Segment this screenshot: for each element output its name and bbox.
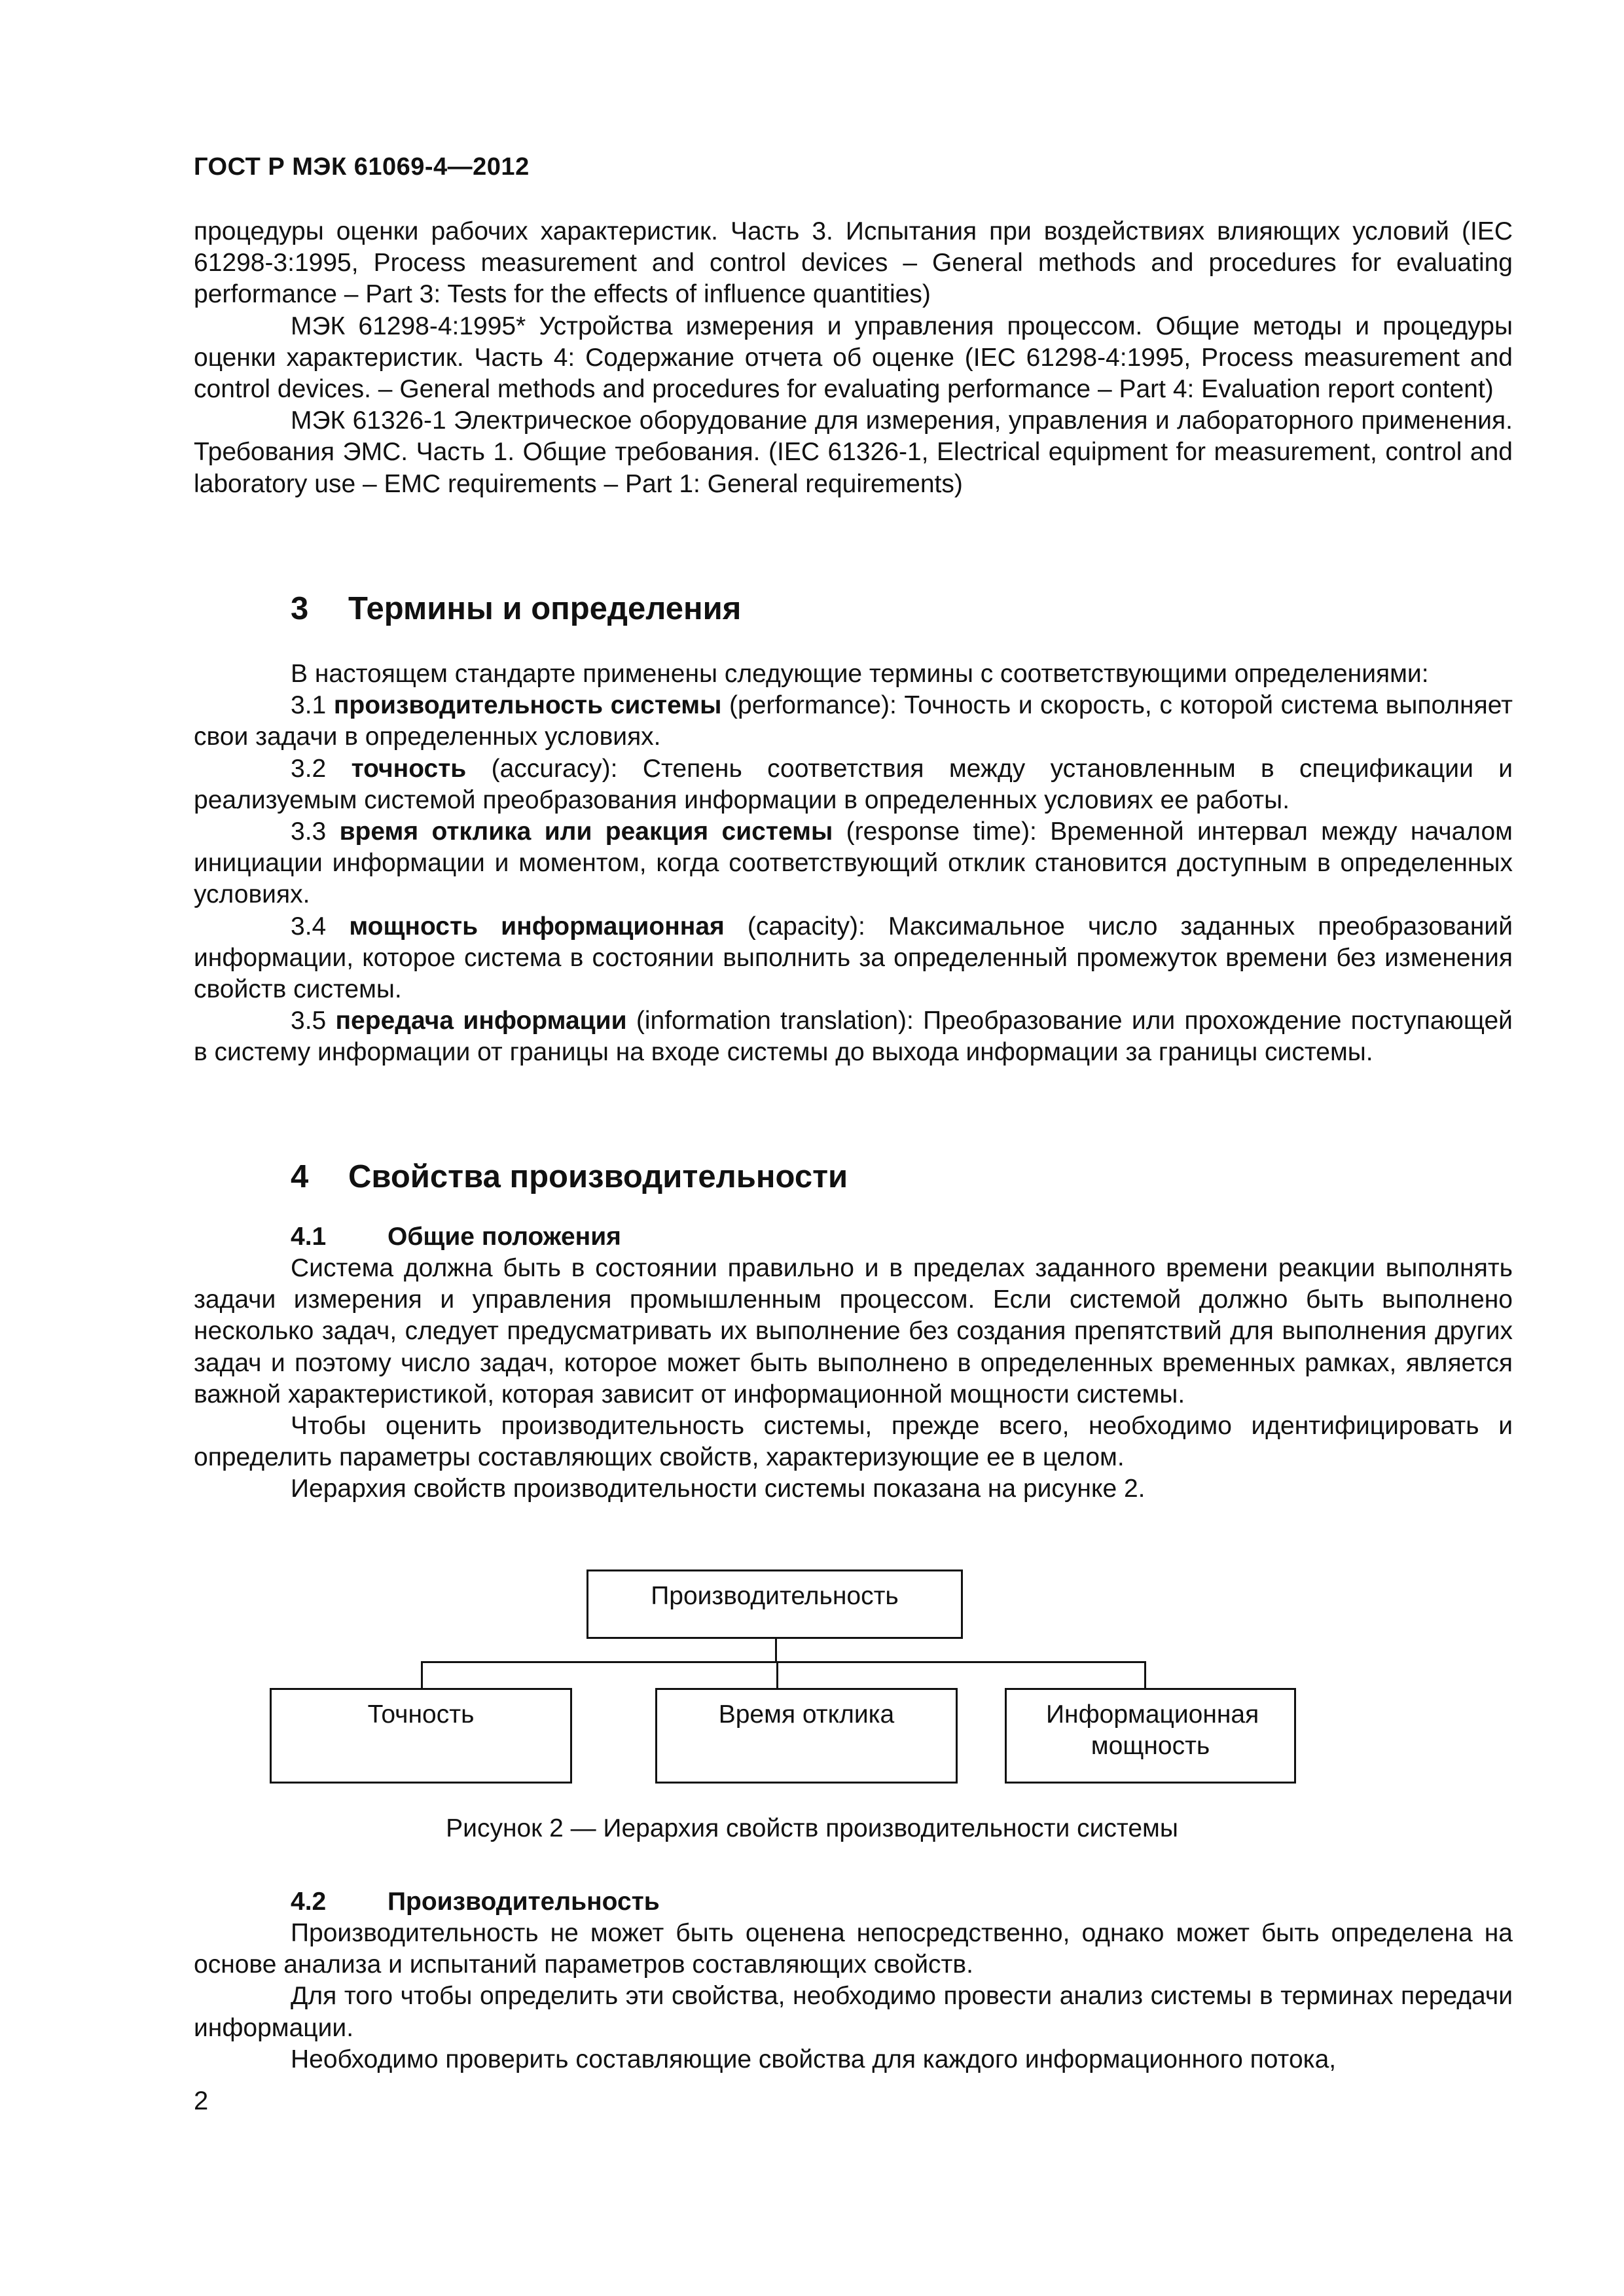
subsection-4-2-body <box>194 1918 1513 2075</box>
reference-paragraph: МЭК 61326-1 Электрическое оборудование для измерения, управления и лабораторного применения. Требования ЭМС. Часть 1. Общие требования. (IEC 61326-1, Electrical equipment for measurement, control and laboratory use – EMC requirements – Part 1: General requirements) <box>194 406 1513 498</box>
subsection-4-1-heading <box>291 1221 621 1253</box>
subsection-title: Производительность <box>388 1888 660 1916</box>
document-header: ГОСТ Р МЭК 61069-4—2012 <box>194 153 530 181</box>
body-paragraph: Для того чтобы определить эти свойства, необходимо провести анализ системы в терминах передачи информации. <box>194 1982 1513 2042</box>
diagram-connector <box>776 1661 778 1689</box>
references-block <box>194 216 1513 500</box>
term-number: 3.5 <box>291 1007 327 1035</box>
body-paragraph: Чтобы оценить производительность системы, прежде всего, необходимо идентифицировать и определить параметры составляющих свойств, характеризующие ее в целом. <box>194 1412 1513 1472</box>
section-title: Свойства производительности <box>348 1159 848 1194</box>
term-definition <box>194 1005 1513 1068</box>
reference-paragraph: процедуры оценки рабочих характеристик. Часть 3. Испытания при воздействиях влияющих условий (IEC 61298-3:1995, Process measurement and control devices – General methods and procedures for evaluating performance – Part 3: Tests for the effects of influence quantities) <box>194 217 1513 309</box>
page-number: 2 <box>194 2087 209 2115</box>
term-name: передача информации <box>335 1007 627 1035</box>
diagram-connector <box>1144 1661 1146 1689</box>
term-number: 3.3 <box>291 817 327 846</box>
section-intro: В настоящем стандарте применены следующие термины с соответствующими определениями: <box>291 660 1429 688</box>
term-name: мощность информационная <box>349 912 725 941</box>
section-4-heading <box>291 1157 848 1196</box>
diagram-box-response-time: Время отклика <box>655 1688 958 1784</box>
term-definition <box>194 753 1513 816</box>
diagram-connector <box>421 1661 1146 1663</box>
diagram-box-performance: Производительность <box>586 1570 963 1639</box>
term-text: (information translation): Преобразование или прохождение поступающей в систему информации от границы на входе системы до выхода информации за границы системы. <box>194 1007 1513 1067</box>
body-paragraph: Система должна быть в состоянии правильно и в пределах заданного времени реакции выполнять задачи измерения и управления промышленным процессом. Если системой должно быть выполнено несколько задач, следует предусматривать их выполнение без создания препятствий для выполнения других задач и поэтому число задач, которое может быть выполнено в определенных временных рамках, является важной характеристикой, которая зависит от информационной мощности системы. <box>194 1254 1513 1408</box>
body-paragraph: Производительность не может быть оценена непосредственно, однако может быть определена на основе анализа и испытаний параметров составляющих свойств. <box>194 1919 1513 1979</box>
section-3-body <box>194 658 1513 1069</box>
section-3-heading <box>291 589 741 628</box>
subsection-4-2-heading <box>291 1886 660 1918</box>
term-definition <box>194 816 1513 911</box>
term-definition <box>194 690 1513 753</box>
figure-caption: Рисунок 2 — Иерархия свойств производительности системы <box>446 1814 1178 1842</box>
term-number: 3.4 <box>291 912 327 941</box>
subsection-4-1-body <box>194 1253 1513 1505</box>
body-paragraph: Необходимо проверить составляющие свойства для каждого информационного потока, <box>291 2045 1337 2073</box>
diagram-box-accuracy: Точность <box>270 1688 572 1784</box>
reference-paragraph: МЭК 61298-4:1995* Устройства измерения и управления процессом. Общие методы и процедуры оценки характеристик. Часть 4: Содержание отчета об оценке (IEC 61298-4:1995, Process measurement and control devices. – General methods and procedures for evaluating performance – Part 4: Evaluation report content) <box>194 312 1513 404</box>
term-text: (accuracy): Степень соответствия между установленным в спецификации и реализуемым системой преобразования информации в определенных условиях ее работы. <box>194 754 1513 814</box>
term-text: (performance): Точность и скорость, с которой система выполняет свои задачи в определенных условиях. <box>194 691 1513 751</box>
diagram-box-capacity: Информационная мощность <box>1005 1688 1296 1784</box>
subsection-title: Общие положения <box>388 1223 621 1251</box>
term-text: (response time): Временной интервал между началом инициации информации и моментом, когда соответствующий отклик становится доступным в определенных условиях. <box>194 817 1513 909</box>
term-number: 3.2 <box>291 754 327 783</box>
diagram-connector <box>421 1661 423 1689</box>
section-number: 4 <box>291 1159 309 1194</box>
body-paragraph: Иерархия свойств производительности системы показана на рисунке 2. <box>291 1475 1146 1503</box>
term-text: (capacity): Максимальное число заданных преобразований информации, которое система в состоянии выполнить за определенный промежуток времени без изменения свойств системы. <box>194 912 1513 1004</box>
diagram-connector <box>775 1639 777 1662</box>
subsection-number: 4.2 <box>291 1888 327 1916</box>
subsection-number: 4.1 <box>291 1223 327 1251</box>
term-name: точность <box>351 754 467 783</box>
term-definition <box>194 911 1513 1006</box>
section-title: Термины и определения <box>348 591 742 626</box>
section-number: 3 <box>291 591 309 626</box>
term-name: производительность системы <box>333 691 722 720</box>
term-name: время отклика или реакция системы <box>339 817 833 846</box>
term-number: 3.1 <box>291 691 327 720</box>
